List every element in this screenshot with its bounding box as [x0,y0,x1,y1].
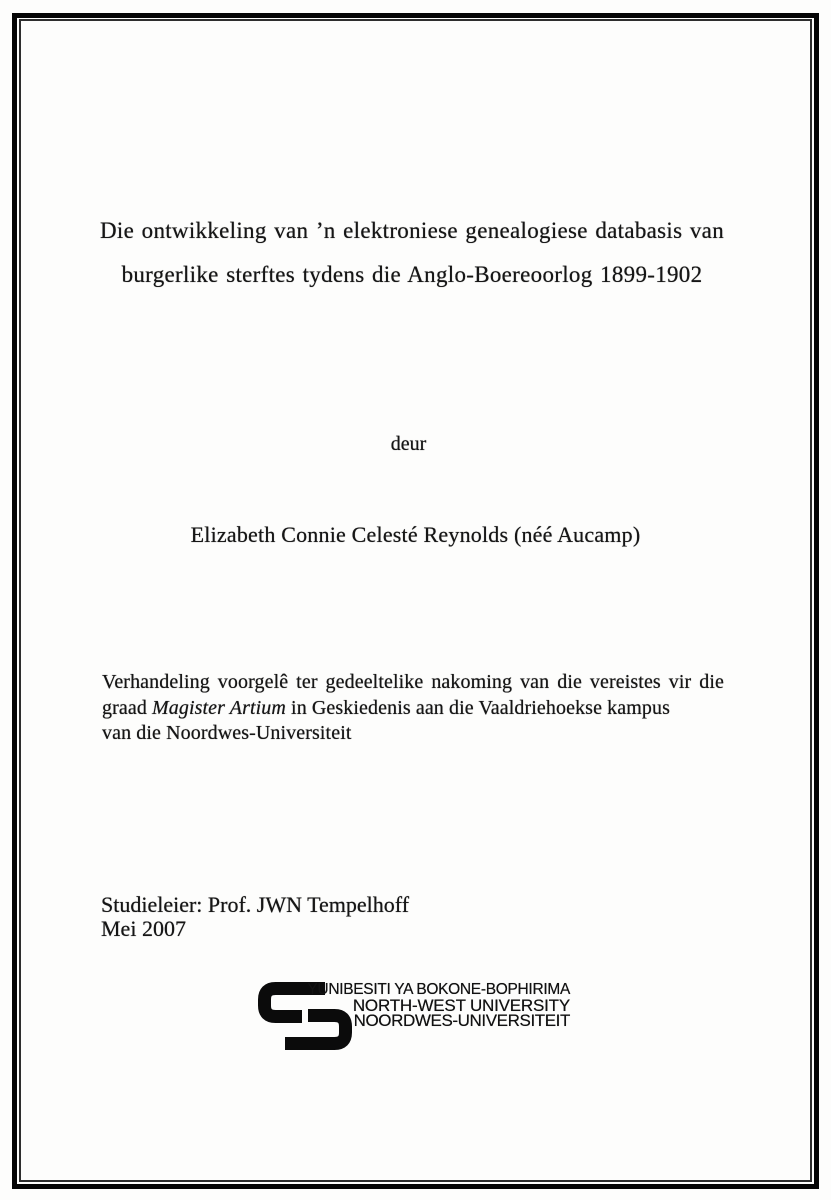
date-line: Mei 2007 [101,916,186,941]
statement-line3: van die Noordwes-Universiteit [102,722,352,744]
author-name: Elizabeth Connie Celesté Reynolds (néé Aucamp) [190,522,641,547]
thesis-title-line1: Die ontwikkeling van ’n elektroniese genealogiese databasis van [99,218,724,243]
statement-line2-prefix: graad [102,696,153,719]
university-logo-text [307,982,570,1028]
statement-line2-suffix: in Geskiedenis aan die Vaaldriehoekse kampus [285,696,670,719]
statement-degree-name: Magister Artium [152,696,286,719]
thesis-title [40,209,784,297]
submission-statement [102,670,724,747]
supervisor-and-date [101,893,409,941]
logo-line-setswana: YUNIBESITI YA BOKONE-BOPHIRIMA [307,981,570,998]
byline-deur: deur [390,433,427,455]
logo-line-afrikaans: NOORDWES-UNIVERSITEIT [353,1010,570,1030]
statement-line2 [102,696,724,722]
logo-line-english: NORTH-WEST UNIVERSITY [352,995,570,1015]
supervisor-line: Studieleier: Prof. JWN Tempelhoff [101,892,410,917]
thesis-title-line2: burgerlike sterftes tydens die Anglo-Boereoorlog 1899-1902 [121,262,703,287]
statement-line1: Verhandeling voorgelê ter gedeeltelike nakoming van die vereistes vir die [102,671,724,693]
